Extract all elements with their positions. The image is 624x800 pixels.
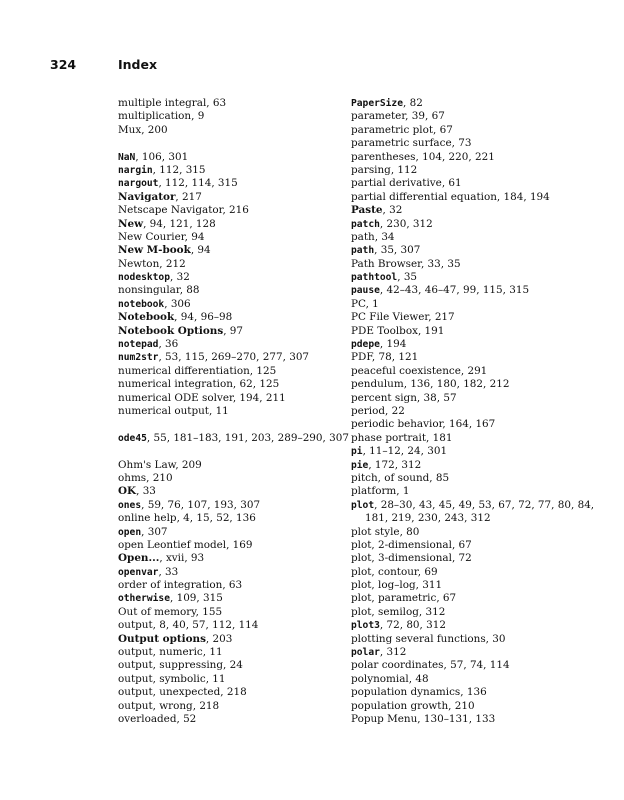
index-pages: , 125	[249, 364, 277, 377]
index-entry	[118, 231, 356, 244]
index-entry	[351, 472, 596, 485]
index-term: New M-book	[118, 244, 191, 257]
index-entry	[118, 378, 356, 391]
index-term: nargout	[118, 178, 159, 190]
index-pages: , 63	[222, 579, 243, 592]
index-entry	[118, 351, 356, 364]
index-term: PC File Viewer	[351, 311, 429, 324]
index-term: Ohm's Law	[118, 458, 176, 471]
index-term: Popup Menu	[351, 712, 418, 725]
index-term: Navigator	[118, 190, 176, 203]
index-pages: , 72	[451, 552, 472, 565]
index-pages: , 130–131, 133	[417, 712, 496, 725]
index-entry	[118, 485, 356, 498]
index-pages: , 72, 80, 312	[379, 619, 446, 632]
index-entry	[118, 619, 356, 632]
index-pages: , 62, 125	[232, 378, 280, 391]
index-pages: , 191	[417, 324, 445, 337]
index-entry	[118, 579, 356, 592]
index-term: polar coordinates	[351, 659, 444, 672]
index-term: pdepe	[351, 339, 380, 351]
index-term: Mux	[118, 123, 142, 136]
index-term: output, symbolic	[118, 672, 206, 685]
index-pages: , 69	[417, 565, 438, 578]
index-term: path	[351, 245, 375, 257]
index-term: numerical integration	[118, 378, 233, 391]
index-pages: , 109, 315	[169, 592, 223, 605]
index-entry	[351, 378, 596, 391]
index-entry	[118, 673, 356, 686]
index-pages: , 35	[397, 271, 418, 284]
index-term: plot, semilog	[351, 605, 419, 618]
index-pages: , 39, 67	[405, 110, 445, 123]
index-term: polynomial	[351, 672, 409, 685]
index-term: ohms	[118, 471, 147, 484]
index-entry	[118, 713, 356, 726]
index-column-right	[351, 97, 596, 726]
index-entry	[351, 659, 596, 672]
index-entry	[118, 472, 356, 485]
index-pages: , 112	[390, 163, 418, 176]
index-entry	[351, 459, 596, 472]
index-term: nargin	[118, 164, 153, 176]
index-pages: , 32	[382, 204, 403, 217]
page-number: 324	[50, 57, 77, 72]
index-entry	[118, 512, 356, 525]
index-entry	[351, 619, 596, 632]
index-pages: , 28–30, 43, 45, 49, 53, 67, 72, 77, 80, 84, 181, 219, 230, 243, 312	[365, 498, 595, 525]
index-term: ones	[118, 499, 142, 511]
index-entry	[118, 405, 356, 418]
index-term: open	[118, 526, 142, 538]
index-term: numerical differentiation	[118, 364, 250, 377]
index-pages: , 136	[460, 686, 487, 699]
index-pages: , 212	[159, 257, 186, 270]
index-pages: , 67	[436, 592, 457, 605]
index-term: Notebook	[118, 311, 175, 324]
index-entry	[351, 646, 596, 659]
index-entry	[351, 311, 596, 324]
index-pages: , 217	[175, 190, 202, 203]
index-pages: , 112, 114, 315	[158, 177, 238, 190]
index-term: notepad	[118, 339, 159, 351]
index-term: multiplication	[118, 110, 192, 123]
index-pages: , 88	[179, 284, 200, 297]
index-pages: , 48	[408, 672, 429, 685]
index-pages: , 78, 121	[371, 351, 419, 364]
index-entry	[351, 606, 596, 619]
index-entry	[118, 284, 356, 297]
index-term: otherwise	[118, 593, 170, 605]
index-pages: , 4, 15, 52, 136	[176, 512, 256, 525]
index-pages: , 209	[175, 458, 202, 471]
index-term: plot, parametric	[351, 592, 437, 605]
index-pages: , 94, 96–98	[174, 311, 233, 324]
index-term: plot, 3-dimensional	[351, 552, 452, 565]
index-entry	[351, 445, 596, 458]
index-pages: , 312	[379, 646, 407, 659]
index-term: pause	[351, 285, 380, 297]
index-term: partial derivative	[351, 177, 442, 190]
letter-group-gap	[118, 418, 356, 431]
index-pages: , 216	[222, 204, 249, 217]
index-term: NaN	[118, 151, 136, 163]
index-entry	[118, 700, 356, 713]
index-term: numerical output	[118, 404, 209, 417]
index-pages: , 194	[379, 338, 407, 351]
index-pages: , 55, 181–183, 191, 203, 289–290, 307	[146, 431, 349, 444]
index-term: output, wrong	[118, 699, 193, 712]
index-entry	[118, 204, 356, 217]
index-entry	[118, 97, 356, 110]
index-pages: , 42–43, 46–47, 99, 115, 315	[379, 284, 530, 297]
index-term: Paste	[351, 204, 383, 217]
index-term: output, suppressing	[118, 659, 224, 672]
index-term: platform	[351, 485, 397, 498]
index-term: parametric plot	[351, 123, 434, 136]
index-entry	[118, 633, 356, 646]
index-pages: , 172, 312	[368, 458, 422, 471]
index-pages: , 11	[208, 404, 229, 417]
index-pages: , 106, 301	[135, 150, 189, 163]
index-pages: , 57, 74, 114	[443, 659, 510, 672]
index-entry	[118, 311, 356, 324]
index-entry	[351, 258, 596, 271]
index-entry	[351, 151, 596, 164]
index-term: plot style	[351, 525, 400, 538]
index-entry	[118, 566, 356, 579]
index-term: open Leontief model	[118, 538, 227, 551]
index-entry	[351, 485, 596, 498]
index-pages: , 67	[433, 123, 453, 136]
index-pages: , 34	[374, 230, 395, 243]
index-entry	[351, 351, 596, 364]
index-term: Netscape Navigator	[118, 204, 223, 217]
index-entry	[351, 418, 596, 431]
page-title: Index	[118, 57, 158, 72]
index-entry	[118, 218, 356, 231]
index-entry	[118, 191, 356, 204]
index-term: population dynamics	[351, 686, 461, 699]
index-term: PaperSize	[351, 98, 403, 109]
index-entry	[351, 539, 596, 552]
index-term: OK	[118, 485, 137, 498]
index-pages: , 33	[136, 485, 156, 498]
index-term: output, numeric	[118, 646, 203, 659]
index-entry	[351, 231, 596, 244]
index-entry	[351, 686, 596, 699]
index-pages: , 104, 220, 221	[415, 150, 495, 163]
index-pages: , 194, 211	[232, 391, 286, 404]
index-pages: , 181	[426, 431, 453, 444]
index-entry	[351, 526, 596, 539]
index-term: Output options	[118, 632, 206, 645]
index-pages: , 307	[141, 525, 168, 538]
index-pages: , 94, 121, 128	[143, 217, 216, 230]
index-term: Notebook Options	[118, 324, 224, 337]
index-entry	[351, 124, 596, 137]
index-term: partial differential equation	[351, 190, 497, 203]
index-entry	[351, 713, 596, 726]
index-term: output, unexpected	[118, 686, 221, 699]
index-entry	[118, 646, 356, 659]
index-term: pitch, of sound	[351, 471, 430, 484]
index-entry	[351, 579, 596, 592]
index-entry	[351, 566, 596, 579]
index-term: overloaded	[118, 712, 177, 725]
index-entry	[351, 700, 596, 713]
index-pages: , 230, 312	[379, 217, 433, 230]
index-term: periodic behavior	[351, 418, 443, 431]
index-entry	[351, 499, 596, 526]
index-pages: , 112, 315	[152, 163, 206, 176]
index-pages: , 203	[205, 632, 233, 645]
index-entry	[351, 405, 596, 418]
index-pages: , 80	[399, 525, 420, 538]
index-entry	[351, 204, 596, 217]
index-pages: , 35, 307	[374, 244, 421, 257]
index-pages: , 85	[429, 471, 450, 484]
index-pages: , 11	[205, 672, 226, 685]
index-pages: , 33, 35	[420, 257, 461, 270]
index-entry	[118, 151, 356, 164]
index-entry	[351, 110, 596, 123]
index-entry	[351, 552, 596, 565]
index-term: population growth	[351, 699, 449, 712]
index-term: PC	[351, 297, 366, 310]
index-term: polar	[351, 647, 380, 659]
index-entry	[118, 432, 356, 459]
index-pages: , 291	[460, 364, 488, 377]
index-term: plotting several functions	[351, 632, 486, 645]
index-entry	[118, 177, 356, 190]
index-term: phase portrait	[351, 431, 427, 444]
index-entry	[118, 365, 356, 378]
index-term: path	[351, 230, 375, 243]
index-entry	[118, 606, 356, 619]
index-entry	[118, 325, 356, 338]
index-term: online help	[118, 512, 177, 525]
index-term: pendulum	[351, 378, 404, 391]
index-entry	[351, 191, 596, 204]
index-pages: , 11	[202, 646, 223, 659]
index-term: plot	[351, 499, 375, 511]
index-pages: , 210	[146, 471, 173, 484]
index-entry	[118, 526, 356, 539]
index-pages: , 11–12, 24, 301	[362, 445, 448, 458]
index-term: ode45	[118, 432, 147, 444]
index-entry	[118, 164, 356, 177]
index-pages: , 184, 194	[496, 190, 550, 203]
index-entry	[118, 499, 356, 512]
index-term: parentheses	[351, 150, 416, 163]
index-pages: , 312	[418, 605, 446, 618]
index-pages: , 136, 180, 182, 212	[403, 378, 510, 391]
index-term: notebook	[118, 298, 165, 310]
index-entry	[351, 137, 596, 150]
index-pages: , 1	[365, 297, 379, 310]
index-term: Path Browser	[351, 257, 421, 270]
index-entry	[351, 97, 596, 110]
index-entry	[351, 271, 596, 284]
index-entry	[118, 124, 356, 137]
index-term: order of integration	[118, 579, 223, 592]
index-pages: , 169	[226, 538, 253, 551]
index-term: percent sign	[351, 391, 417, 404]
index-entry	[351, 432, 596, 445]
index-entry	[351, 325, 596, 338]
index-pages: , 94	[184, 230, 205, 243]
index-term: parsing	[351, 163, 391, 176]
index-term: New	[118, 217, 144, 230]
index-pages: , 8, 40, 57, 112, 114	[152, 619, 259, 632]
index-term: New Courier	[118, 230, 185, 243]
index-entry	[351, 284, 596, 297]
index-pages: , 217	[428, 311, 455, 324]
index-term: plot, contour	[351, 565, 418, 578]
index-entry	[118, 392, 356, 405]
index-term: parametric surface	[351, 137, 452, 150]
index-entry	[351, 633, 596, 646]
index-pages: , 30	[485, 632, 506, 645]
index-entry	[351, 592, 596, 605]
index-pages: , 38, 57	[416, 391, 457, 404]
index-term: peaceful coexistence	[351, 364, 461, 377]
index-entry	[118, 659, 356, 672]
index-entry	[351, 177, 596, 190]
letter-group-gap	[118, 137, 356, 150]
index-entry	[351, 244, 596, 257]
index-pages: , 164, 167	[442, 418, 496, 431]
index-pages: , 218	[192, 699, 220, 712]
index-pages: , 67	[451, 538, 472, 551]
index-pages: , 210	[448, 699, 475, 712]
index-entry	[118, 338, 356, 351]
index-term: output	[118, 619, 153, 632]
index-entry	[351, 392, 596, 405]
index-pages: , 61	[441, 177, 462, 190]
index-entry	[118, 298, 356, 311]
index-term: nodesktop	[118, 272, 170, 284]
index-entry	[118, 271, 356, 284]
index-pages: , 32	[169, 271, 190, 284]
index-entry	[118, 552, 356, 565]
index-entry	[351, 365, 596, 378]
index-entry	[118, 110, 356, 123]
index-pages: , 306	[164, 297, 191, 310]
index-entry	[351, 298, 596, 311]
index-term: Newton	[118, 257, 160, 270]
index-term: Out of memory	[118, 605, 196, 618]
index-pages: , 311	[415, 579, 443, 592]
index-pages: , 22	[385, 404, 405, 417]
index-term: openvar	[118, 566, 159, 578]
index-entry	[351, 218, 596, 231]
index-pages: , 53, 115, 269–270, 277, 307	[158, 351, 310, 364]
index-pages: , 1	[396, 485, 410, 498]
index-term: pie	[351, 459, 369, 471]
index-pages: , 63	[206, 97, 227, 109]
index-term: multiple integral	[118, 97, 207, 109]
index-term: patch	[351, 218, 380, 230]
index-entry	[118, 686, 356, 699]
index-entry	[351, 164, 596, 177]
index-term: period	[351, 404, 385, 417]
index-term: plot3	[351, 620, 380, 632]
index-term: numerical ODE solver	[118, 391, 233, 404]
index-column-left	[118, 97, 356, 726]
index-entry	[118, 539, 356, 552]
index-pages: , 9	[191, 110, 205, 123]
index-pages: , 24	[223, 659, 243, 672]
index-term: pathtool	[351, 272, 398, 284]
index-pages: , 155	[195, 605, 223, 618]
index-term: PDF	[351, 351, 372, 364]
index-term: plot, 2-dimensional	[351, 538, 452, 551]
index-entry	[351, 338, 596, 351]
index-pages: , 36	[158, 338, 179, 351]
index-term: nonsingular	[118, 284, 180, 297]
index-entry	[118, 258, 356, 271]
index-pages: , 73	[451, 137, 472, 150]
index-term: plot, log–log	[351, 579, 416, 592]
index-term: parameter	[351, 110, 406, 123]
index-pages: , 97	[223, 324, 244, 337]
index-term: num2str	[118, 352, 159, 364]
index-pages: , 218	[220, 686, 247, 699]
index-pages: , 94	[190, 244, 211, 257]
index-pages: , 59, 76, 107, 193, 307	[141, 498, 261, 511]
index-term: pi	[351, 446, 363, 458]
index-pages: , 82	[402, 97, 423, 109]
index-entry	[118, 459, 356, 472]
index-term: PDE Toolbox	[351, 324, 418, 337]
index-pages: , 52	[176, 712, 197, 725]
index-entry	[118, 592, 356, 605]
index-pages: , 200	[141, 123, 168, 136]
index-term: Open...	[118, 552, 160, 565]
index-pages: , xvii, 93	[159, 552, 205, 565]
index-entry	[118, 244, 356, 257]
index-entry	[351, 673, 596, 686]
index-pages: , 33	[158, 565, 179, 578]
